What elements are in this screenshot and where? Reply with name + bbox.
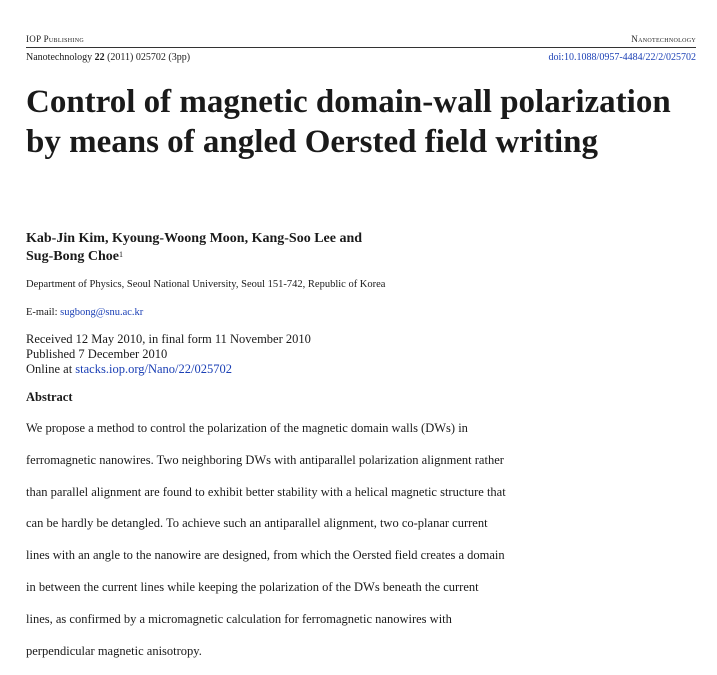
abstract-line: ferromagnetic nanowires. Two neighboring DWs with antiparallel polarization alignment rather — [26, 452, 504, 467]
publication-dates — [26, 332, 311, 377]
abstract-line: than parallel alignment are found to exhibit better stability with a helical magnetic structure that — [26, 484, 506, 499]
abstract-line: perpendicular magnetic anisotropy. — [26, 643, 202, 658]
abstract-body — [26, 405, 566, 675]
abstract-line: lines, as confirmed by a micromagnetic calculation for ferromagnetic nanowires with — [26, 611, 452, 626]
abstract-line: can be hardly be detangled. To achieve such an antiparallel alignment, two co-planar current — [26, 516, 488, 531]
citation-reference — [26, 52, 190, 63]
abstract-line: We propose a method to control the polarization of the magnetic domain walls (DWs) in — [26, 420, 468, 435]
paper-title: Control of magnetic domain-wall polarization by means of angled Oersted field writing — [26, 84, 671, 160]
author-line-1: Kab-Jin Kim, Kyoung-Woong Moon, Kang-Soo Lee and — [26, 231, 363, 246]
online-line — [26, 362, 311, 377]
abstract-heading: Abstract — [26, 390, 73, 404]
online-label: Online at — [26, 362, 76, 376]
author-line-2 — [26, 248, 362, 266]
received-date: Received 12 May 2010, in final form 11 November 2010 — [26, 332, 311, 346]
citation-details: (2011) 025702 (3pp) — [107, 52, 191, 63]
email-link[interactable]: sugbong@snu.ac.kr — [60, 307, 144, 318]
doi-link[interactable]: doi:10.1088/0957-4484/22/2/025702 — [548, 52, 696, 63]
running-header — [26, 34, 696, 48]
abstract-line: lines with an angle to the nanowire are designed, from which the Oersted field creates a domain — [26, 548, 505, 563]
author-corresponding: Sug-Bong Choe — [26, 249, 119, 264]
author-list — [26, 230, 362, 266]
publisher-name: IOP Publishing — [26, 34, 84, 44]
email-label: E-mail: — [26, 307, 61, 318]
citation-volume: 22 — [94, 52, 105, 63]
journal-name: Nanotechnology — [631, 34, 696, 44]
email-line — [26, 307, 143, 318]
online-url-link[interactable]: stacks.iop.org/Nano/22/025702 — [75, 362, 232, 376]
published-date: Published 7 December 2010 — [26, 347, 168, 361]
citation-journal: Nanotechnology — [26, 52, 93, 63]
author-footnote-mark: 1 — [118, 250, 123, 259]
citation-line — [26, 52, 696, 66]
header-divider — [26, 47, 696, 48]
abstract-line: in between the current lines while keeping the polarization of the DWs beneath the current — [26, 579, 479, 594]
affiliation: Department of Physics, Seoul National University, Seoul 151-742, Republic of Korea — [26, 279, 386, 290]
